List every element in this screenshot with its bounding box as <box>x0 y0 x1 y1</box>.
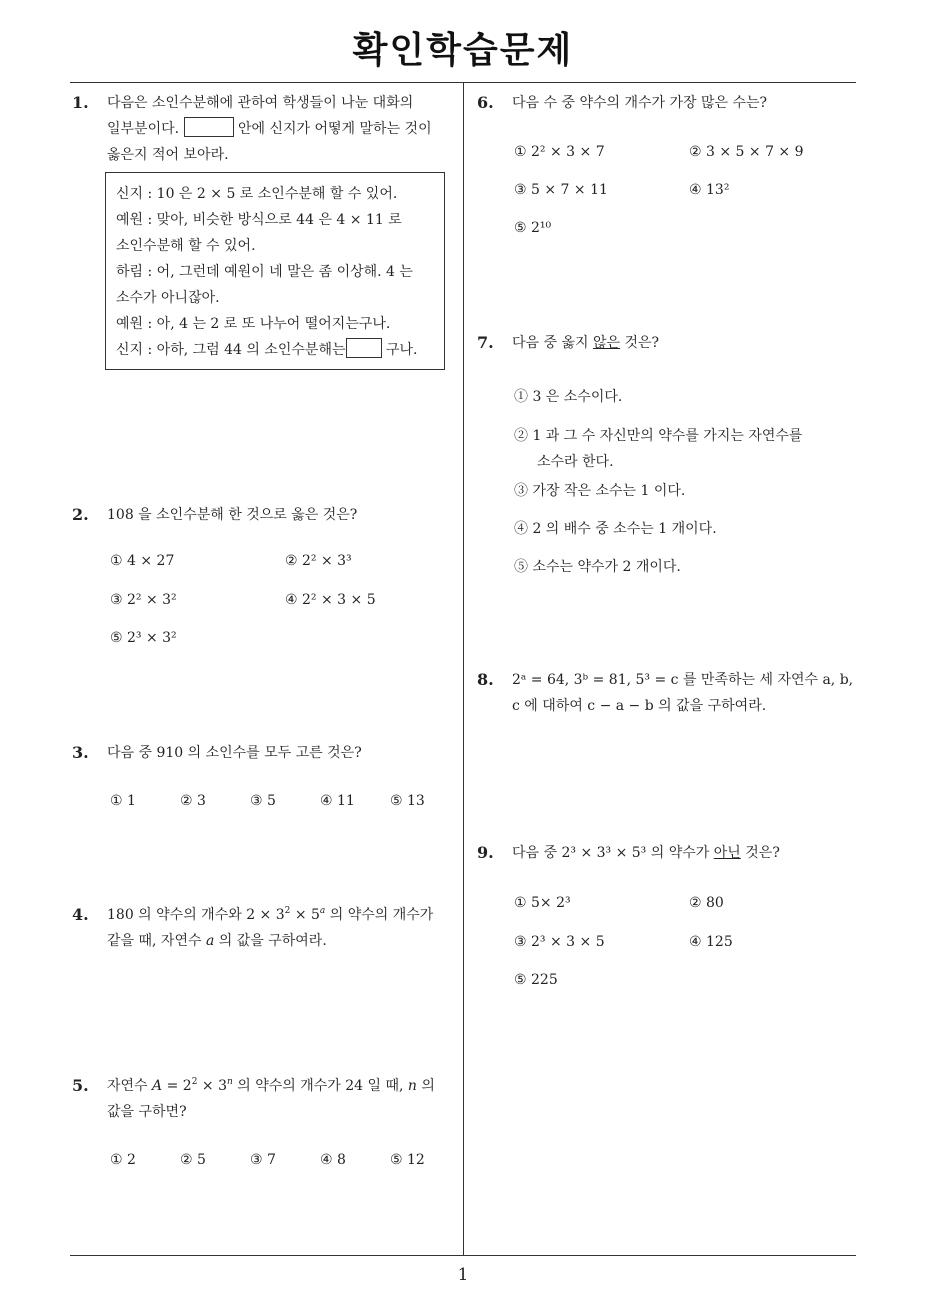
dialog-box <box>105 172 445 370</box>
dialog-line: 하림 : 어, 그런데 예원이 네 말은 좀 이상해. 4 는 <box>116 264 413 280</box>
question-3 <box>72 740 457 766</box>
question-text <box>107 1073 462 1125</box>
question-number: 6. <box>477 93 494 112</box>
choice-1[interactable]: ① 5× 2³ <box>514 895 571 911</box>
text-fragment: 180 의 약수의 개수와 2 × 3 <box>107 907 285 923</box>
choice-4[interactable]: ④ 125 <box>689 934 733 950</box>
dialog-line: 소인수분해 할 수 있어. <box>116 238 256 254</box>
text-fragment: 의 값을 구하여라. <box>218 933 327 949</box>
choice-2[interactable]: ② 3 × 5 × 7 × 9 <box>689 144 804 160</box>
choice-2[interactable]: ② 80 <box>689 895 724 911</box>
question-number: 7. <box>477 333 494 352</box>
text-fragment: 일부분이다. <box>107 121 180 137</box>
question-text-line <box>107 1073 462 1099</box>
dialog-line: 신지 : 10 은 2 × 5 로 소인수분해 할 수 있어. <box>116 186 398 202</box>
underlined-word: 아닌 <box>713 845 741 861</box>
question-5 <box>72 1073 462 1125</box>
dialog-line: 예원 : 맞아, 비슷한 방식으로 44 은 4 × 11 로 <box>116 212 402 228</box>
choice-2[interactable]: ② 3 <box>180 793 206 809</box>
bottom-rule <box>70 1255 856 1256</box>
question-number: 8. <box>477 670 494 689</box>
text-fragment: 의 약수의 개수가 24 일 때, <box>232 1078 404 1094</box>
page-number: 1 <box>457 1265 469 1285</box>
choice-5[interactable]: ⑤ 12 <box>390 1152 425 1168</box>
question-text <box>512 330 862 356</box>
choice-3[interactable]: ③ 7 <box>250 1152 276 1168</box>
choice-5[interactable]: ⑤ 2³ × 3² <box>110 630 177 646</box>
choice-5[interactable]: ⑤ 소수는 약수가 2 개이다. <box>514 559 681 575</box>
choice-4[interactable]: ④ 2 의 배수 중 소수는 1 개이다. <box>514 521 717 537</box>
choice-4[interactable]: ④ 2² × 3 × 5 <box>285 592 376 608</box>
question-6 <box>477 90 862 116</box>
exponent: 2 <box>191 1077 198 1087</box>
question-text-line <box>107 116 457 142</box>
question-1 <box>72 90 457 168</box>
variable: A <box>152 1078 163 1094</box>
underlined-word: 않은 <box>592 335 621 351</box>
text-fragment: 다음 중 옳지 <box>512 335 589 351</box>
exponent: n <box>226 1077 233 1087</box>
question-text-line <box>107 928 462 954</box>
question-8 <box>477 667 867 719</box>
text-fragment: 다음 중 2³ × 3³ × 5³ 의 약수가 <box>512 845 710 861</box>
question-number: 9. <box>477 843 494 862</box>
dialog-line <box>116 337 434 363</box>
choice-1[interactable]: ① 4 × 27 <box>110 553 175 569</box>
text-fragment: 것은? <box>624 335 660 351</box>
question-text <box>107 902 462 954</box>
question-2 <box>72 502 457 528</box>
choice-2-continued: 소수라 한다. <box>537 454 614 470</box>
choice-5[interactable]: ⑤ 2¹⁰ <box>514 220 552 236</box>
question-number: 3. <box>72 743 89 762</box>
dialog-line: 예원 : 아, 4 는 2 로 또 나누어 떨어지는구나. <box>116 316 391 332</box>
question-text-line: 값을 구하면? <box>107 1104 187 1120</box>
text-fragment: 신지 : 아하, 그럼 44 의 소인수분해는 <box>116 342 346 358</box>
choice-5[interactable]: ⑤ 13 <box>390 793 425 809</box>
exponent: 2 <box>284 906 291 916</box>
question-text-line: 다음은 소인수분해에 관하여 학생들이 나눈 대화의 <box>107 95 414 111</box>
question-number: 5. <box>72 1076 89 1095</box>
question-text <box>107 90 457 168</box>
choice-3[interactable]: ③ 5 × 7 × 11 <box>514 182 608 198</box>
dialog-line: 소수가 아니잖아. <box>116 290 220 306</box>
question-4 <box>72 902 462 954</box>
question-number: 1. <box>72 93 89 112</box>
text-fragment: 구나. <box>385 342 418 358</box>
text-fragment: × 5 <box>290 907 320 923</box>
text-fragment: 의 약수의 개수가 <box>325 907 434 923</box>
choice-3[interactable]: ③ 2³ × 3 × 5 <box>514 934 605 950</box>
text-fragment: 것은? <box>745 845 780 861</box>
question-number: 2. <box>72 505 89 524</box>
exponent: a <box>319 906 326 916</box>
choice-4[interactable]: ④ 13² <box>689 182 730 198</box>
text-fragment: = 2 <box>162 1078 192 1094</box>
question-text <box>512 667 867 719</box>
column-divider <box>463 82 464 1255</box>
question-9 <box>477 840 862 866</box>
text-fragment: 안에 신지가 어떻게 말하는 것이 <box>237 121 432 137</box>
text-fragment: 자연수 <box>107 1078 148 1094</box>
choice-4[interactable]: ④ 8 <box>320 1152 346 1168</box>
choice-1[interactable]: ① 2² × 3 × 7 <box>514 144 605 160</box>
choice-2[interactable]: ② 2² × 3³ <box>285 553 352 569</box>
answer-blank <box>346 338 382 358</box>
choice-3[interactable]: ③ 2² × 3² <box>110 592 177 608</box>
question-number: 4. <box>72 905 89 924</box>
choice-5[interactable]: ⑤ 225 <box>514 972 558 988</box>
choice-3[interactable]: ③ 5 <box>250 793 276 809</box>
variable: n <box>407 1078 417 1094</box>
question-text-line <box>107 902 462 928</box>
text-fragment: 같을 때, 자연수 <box>107 933 202 949</box>
answer-blank <box>184 117 234 137</box>
choice-2[interactable]: ② 5 <box>180 1152 206 1168</box>
question-text-line: 옳은지 적어 보아라. <box>107 147 229 163</box>
question-7 <box>477 330 862 356</box>
page-title: 확인학습문제 <box>352 30 574 71</box>
choice-1[interactable]: ① 2 <box>110 1152 136 1168</box>
question-text-line: c 에 대하여 c − a − b 의 값을 구하여라. <box>512 698 767 714</box>
choice-4[interactable]: ④ 11 <box>320 793 355 809</box>
choice-2[interactable]: ② 1 과 그 수 자신만의 약수를 가지는 자연수를 <box>514 428 803 444</box>
question-text <box>512 840 862 866</box>
question-text: 다음 중 910 의 소인수를 모두 고른 것은? <box>107 745 362 761</box>
text-fragment: 의 <box>421 1078 435 1094</box>
question-text-line: 2ᵃ = 64, 3ᵇ = 81, 5³ = c 를 만족하는 세 자연수 a, b, <box>512 672 854 688</box>
question-text: 다음 수 중 약수의 개수가 가장 많은 수는? <box>512 95 768 111</box>
choice-1[interactable]: ① 1 <box>110 793 136 809</box>
choice-3[interactable]: ③ 가장 작은 소수는 1 이다. <box>514 483 686 499</box>
text-fragment: × 3 <box>197 1078 227 1094</box>
variable: a <box>205 933 215 949</box>
choice-1[interactable]: ① 3 은 소수이다. <box>514 389 623 405</box>
question-text: 108 을 소인수분해 한 것으로 옳은 것은? <box>107 507 358 523</box>
